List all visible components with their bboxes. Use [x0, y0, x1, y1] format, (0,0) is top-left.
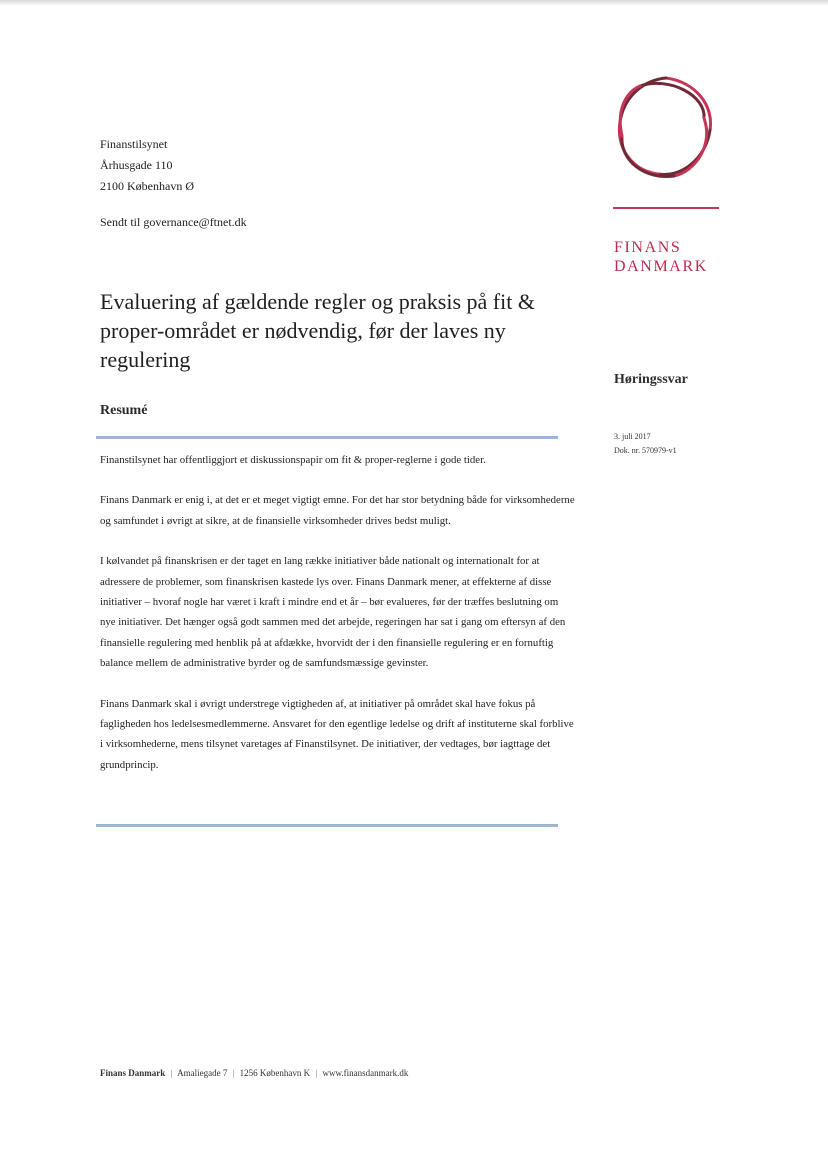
document-number: Dok. nr. 570979-v1 [614, 446, 677, 455]
summary-paragraph-2: Finans Danmark er enig i, at det er et meget vigtigt emne. For det har stor betydning både for virksomhederne og samfundet i øvrigt at sikre, at de finansielle virksomheder drives bedst muligt. [100, 494, 575, 527]
logo-word-danmark: DANMARK [614, 258, 708, 275]
summary-paragraph-1: Finanstilsynet har offentliggjort et diskussionspapir om fit & proper-reglerne i gode tider. [100, 454, 486, 466]
footer-address: Amaliegade 7 [177, 1068, 228, 1078]
footer-city: 1256 København K [239, 1068, 311, 1078]
summary-top-rule [96, 436, 558, 439]
finans-danmark-logo-icon [610, 72, 722, 184]
footer-separator: | [170, 1068, 173, 1078]
recipient-name: Finanstilsynet [100, 137, 168, 151]
summary-paragraph-4: Finans Danmark skal i øvrigt understrege vigtigheden af, at initiativer på området skal have fokus på fagligheden hos ledelsesmedlemmerne. Ansvaret for den egentlige ledelse og drift af instituterne skal forblive i virksomhederne, mens tilsynet varetages af Finanstilsynet. De initiativer, der vedtages, bør iagttage det grundprincip. [100, 697, 574, 771]
logo-word-finans: FINANS [614, 239, 682, 256]
sent-to-line: Sendt til governance@ftnet.dk [100, 215, 247, 229]
summary-bottom-rule [96, 824, 558, 827]
logo-divider [613, 207, 719, 209]
logo-wordmark [614, 238, 724, 276]
footer-website-link[interactable]: www.finansdanmark.dk [322, 1068, 409, 1078]
footer-brand: Finans Danmark [100, 1068, 166, 1078]
document-headline: Evaluering af gældende regler og praksis på fit & proper-området er nødvendig, før der laves ny regulering [100, 289, 535, 372]
recipient-street: Århusgade 110 [100, 158, 173, 172]
footer-separator: | [232, 1068, 235, 1078]
summary-body [100, 450, 575, 795]
summary-heading: Resumé [100, 403, 148, 418]
document-meta [614, 430, 677, 458]
document-type: Høringssvar [614, 372, 688, 387]
page-footer [100, 1068, 408, 1078]
scan-edge [0, 0, 828, 6]
footer-separator: | [315, 1068, 318, 1078]
summary-paragraph-3: I kølvandet på finanskrisen er der taget en lang række initiativer både nationalt og internationalt for at adressere de problemer, som finanskrisen kastede lys over. Finans Danmark mener, at effekterne af disse initiativer – hvoraf nogle har været i kraft i mindre end et år – bør evalueres, før der træffes beslutning om nye initiativer. Det hænger også godt sammen med det arbejde, regeringen har sat i gang om eftersyn af den finansielle regulering med henblik på at afdække, hvorvidt der i den finansielle regulering er en fornuftig balance mellem de administrative byrder og de samfundsmæssige gevinster. [100, 555, 566, 670]
document-date: 3. juli 2017 [614, 432, 651, 441]
recipient-city: 2100 København Ø [100, 179, 194, 193]
recipient-address [100, 134, 194, 197]
